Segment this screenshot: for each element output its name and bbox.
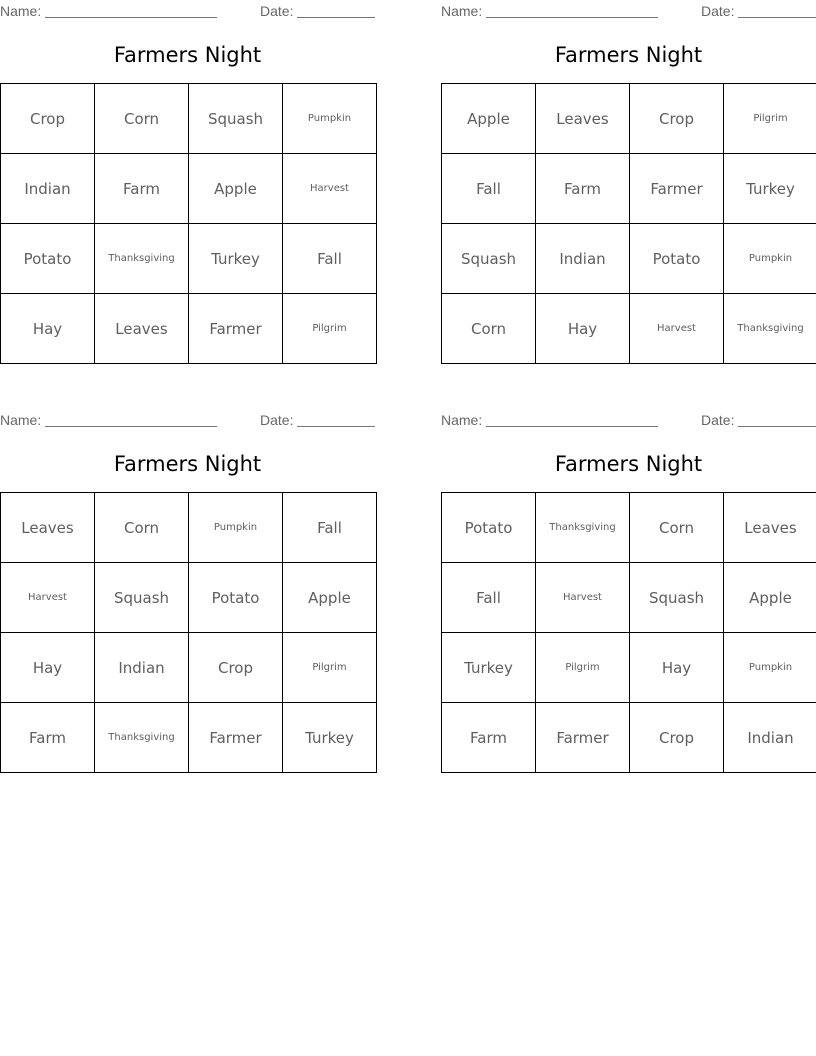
- grid-row: [442, 703, 816, 773]
- date-label: Date:: [701, 3, 735, 19]
- grid-cell: Farmer: [630, 154, 724, 224]
- grid-cell: Squash: [630, 563, 724, 633]
- grid-cell: Apple: [283, 563, 377, 633]
- grid-cell: Crop: [1, 84, 95, 154]
- grid-cell: Fall: [442, 563, 536, 633]
- date-label: Date:: [260, 3, 294, 19]
- grid-cell: Hay: [630, 633, 724, 703]
- grid-row: [442, 633, 816, 703]
- name-label: Name:: [0, 3, 42, 19]
- grid-row: [1, 493, 377, 563]
- grid-row: [1, 633, 377, 703]
- name-blank: [45, 412, 217, 427]
- grid-cell: Turkey: [283, 703, 377, 773]
- grid-cell: Indian: [536, 224, 630, 294]
- date-blank: [738, 412, 816, 427]
- grid-row: [442, 154, 816, 224]
- grid-cell: Farm: [95, 154, 189, 224]
- grid-cell: Harvest: [1, 563, 95, 633]
- name-blank: [45, 3, 217, 18]
- card-title: Farmers Night: [113, 452, 262, 476]
- grid-cell: Hay: [1, 633, 95, 703]
- grid-cell: Harvest: [630, 294, 724, 364]
- grid-cell: Farmer: [536, 703, 630, 773]
- grid-row: [442, 224, 816, 294]
- grid-row: [1, 294, 377, 364]
- grid-cell: Farm: [1, 703, 95, 773]
- date-blank: [297, 3, 375, 18]
- grid-row: [1, 224, 377, 294]
- grid-cell: Corn: [630, 493, 724, 563]
- date-blank: [738, 3, 816, 18]
- name-label: Name:: [441, 3, 483, 19]
- bingo-grid: [0, 83, 377, 364]
- grid-cell: Squash: [189, 84, 283, 154]
- name-blank: [486, 3, 658, 18]
- grid-row: [1, 84, 377, 154]
- grid-cell: Harvest: [536, 563, 630, 633]
- grid-cell: Potato: [630, 224, 724, 294]
- grid-cell: Farm: [442, 703, 536, 773]
- bingo-card-1: [0, 0, 375, 365]
- grid-cell: Fall: [442, 154, 536, 224]
- grid-cell: Indian: [95, 633, 189, 703]
- card-title: Farmers Night: [113, 43, 262, 67]
- grid-cell: Leaves: [536, 84, 630, 154]
- grid-cell: Pilgrim: [283, 294, 377, 364]
- grid-cell: Pumpkin: [724, 633, 816, 703]
- name-date-header: [441, 3, 816, 19]
- grid-cell: Potato: [442, 493, 536, 563]
- grid-cell: Farmer: [189, 703, 283, 773]
- grid-cell: Pilgrim: [724, 84, 816, 154]
- grid-cell: Potato: [189, 563, 283, 633]
- grid-cell: Squash: [95, 563, 189, 633]
- grid-row: [1, 703, 377, 773]
- grid-cell: Hay: [1, 294, 95, 364]
- date-label: Date:: [260, 412, 294, 428]
- grid-row: [442, 563, 816, 633]
- grid-cell: Apple: [724, 563, 816, 633]
- grid-cell: Potato: [1, 224, 95, 294]
- name-date-header: [0, 3, 375, 19]
- grid-cell: Indian: [1, 154, 95, 224]
- grid-cell: Squash: [442, 224, 536, 294]
- bingo-grid: [0, 492, 377, 773]
- bingo-card-2: [441, 0, 816, 365]
- grid-cell: Hay: [536, 294, 630, 364]
- grid-cell: Pumpkin: [724, 224, 816, 294]
- grid-row: [1, 154, 377, 224]
- grid-row: [442, 84, 816, 154]
- grid-cell: Thanksgiving: [95, 703, 189, 773]
- grid-cell: Crop: [630, 84, 724, 154]
- grid-cell: Farm: [536, 154, 630, 224]
- grid-cell: Fall: [283, 493, 377, 563]
- date-label: Date:: [701, 412, 735, 428]
- grid-cell: Turkey: [724, 154, 816, 224]
- grid-row: [1, 563, 377, 633]
- grid-cell: Turkey: [189, 224, 283, 294]
- grid-cell: Thanksgiving: [724, 294, 816, 364]
- grid-cell: Crop: [189, 633, 283, 703]
- grid-cell: Pilgrim: [283, 633, 377, 703]
- name-date-header: [0, 412, 375, 428]
- grid-cell: Fall: [283, 224, 377, 294]
- grid-cell: Pumpkin: [189, 493, 283, 563]
- grid-cell: Pumpkin: [283, 84, 377, 154]
- grid-cell: Leaves: [724, 493, 816, 563]
- grid-row: [442, 493, 816, 563]
- grid-cell: Thanksgiving: [95, 224, 189, 294]
- grid-cell: Turkey: [442, 633, 536, 703]
- grid-cell: Crop: [630, 703, 724, 773]
- grid-cell: Thanksgiving: [536, 493, 630, 563]
- name-label: Name:: [0, 412, 42, 428]
- grid-cell: Apple: [189, 154, 283, 224]
- grid-cell: Corn: [95, 84, 189, 154]
- grid-cell: Corn: [442, 294, 536, 364]
- name-blank: [486, 412, 658, 427]
- grid-cell: Pilgrim: [536, 633, 630, 703]
- name-date-header: [441, 412, 816, 428]
- grid-cell: Apple: [442, 84, 536, 154]
- grid-row: [442, 294, 816, 364]
- grid-cell: Harvest: [283, 154, 377, 224]
- name-label: Name:: [441, 412, 483, 428]
- bingo-grid: [441, 492, 816, 773]
- grid-cell: Corn: [95, 493, 189, 563]
- card-title: Farmers Night: [554, 43, 703, 67]
- grid-cell: Leaves: [95, 294, 189, 364]
- grid-cell: Indian: [724, 703, 816, 773]
- grid-cell: Leaves: [1, 493, 95, 563]
- card-title: Farmers Night: [554, 452, 703, 476]
- bingo-card-4: [441, 409, 816, 774]
- bingo-grid: [441, 83, 816, 364]
- grid-cell: Farmer: [189, 294, 283, 364]
- date-blank: [297, 412, 375, 427]
- bingo-card-3: [0, 409, 375, 774]
